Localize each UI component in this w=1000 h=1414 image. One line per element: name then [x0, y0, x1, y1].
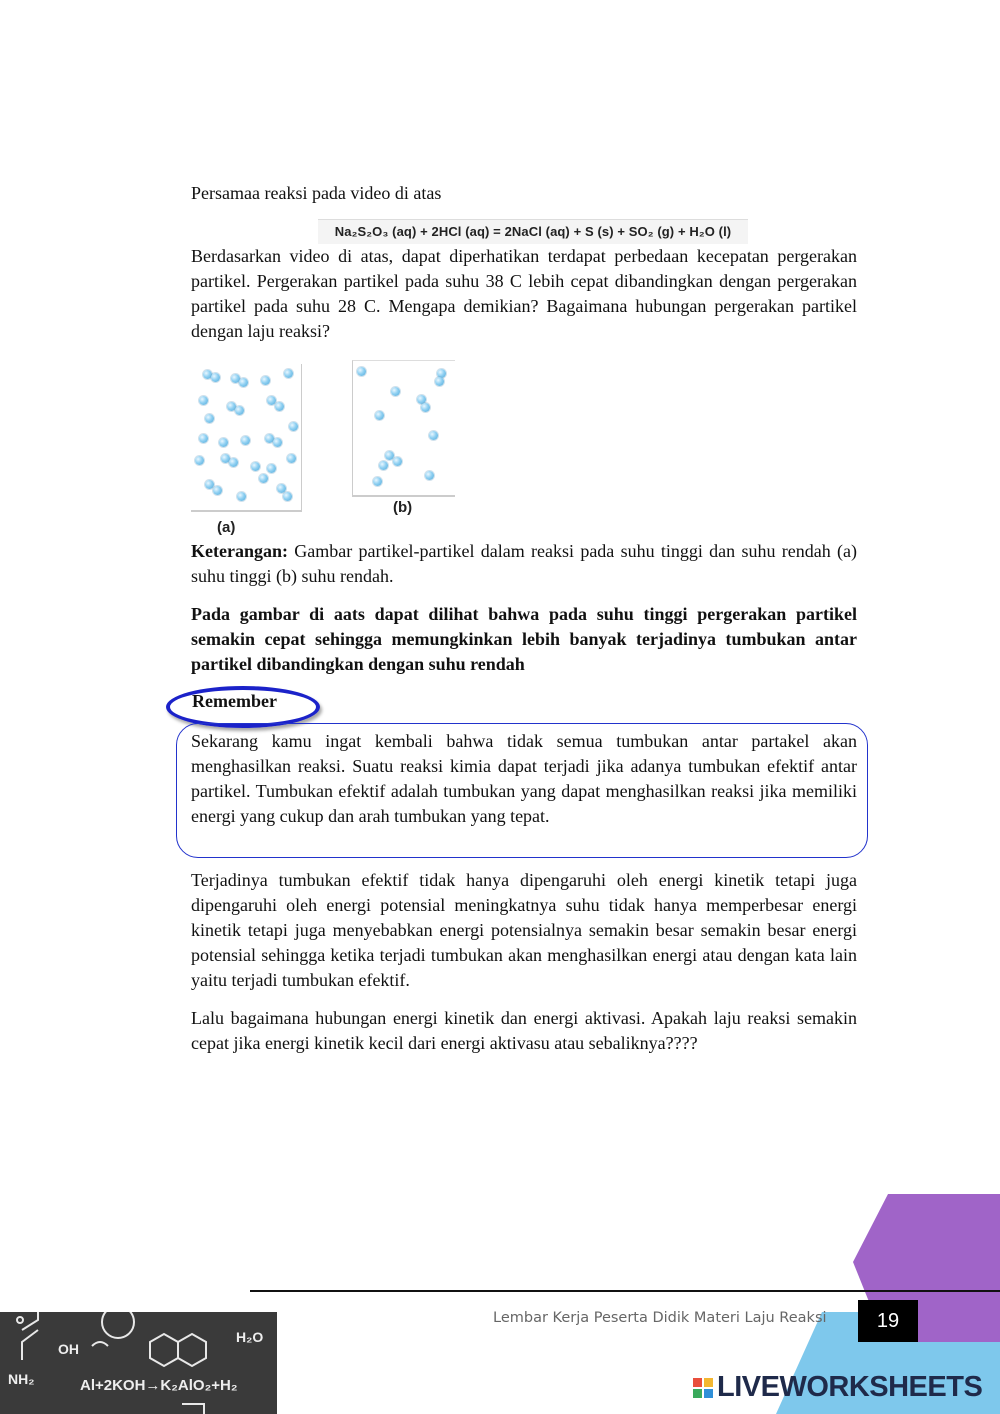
particle-figure-low-temp	[352, 360, 455, 497]
chalk-label-nh2: NH₂	[8, 1371, 35, 1387]
chalkboard-image	[0, 1312, 277, 1414]
intro-text: Persamaa reaksi pada video di atas	[191, 183, 442, 203]
bold-conclusion: Pada gambar di aats dapat dilihat bahwa pada suhu tinggi pergerakan partikel semakin cepat sehingga memungkinkan lebih banyak terjadinya tumbukan antar partikel dibandingkan dengan suhu rendah	[191, 604, 857, 674]
figure-label-a: (a)	[217, 519, 236, 536]
chalk-label-h2o: H₂O	[236, 1329, 264, 1345]
caption-text: Gambar partikel-partikel dalam reaksi pada suhu tinggi dan suhu rendah (a) suhu tinggi (b) suhu rendah.	[191, 541, 857, 586]
chalk-label-oh: OH	[58, 1341, 79, 1357]
footer-title: Lembar Kerja Peserta Didik Materi Laju Reaksi	[493, 1310, 827, 1326]
remember-heading: Remember	[192, 691, 277, 711]
liveworksheets-logo-icon	[693, 1378, 713, 1398]
page-number: 19	[858, 1300, 918, 1342]
figure-label-b: (b)	[393, 499, 413, 516]
paragraph-effective-collision: Terjadinya tumbukan efektif tidak hanya dipengaruhi oleh energi kinetik tetapi juga dipengaruhi oleh energi potensial meningkatnya suhu tidak hanya memperbesar energi kinetik tetapi juga menyebabkan energi potensialnya semakin besar semakin besar energi potensial sehingga ketika terjadi tumbukan akan menghasilkan energi atau dengan kata lain yaitu terjadi tumbukan efektif.	[191, 870, 857, 990]
paragraph-question: Lalu bagaimana hubungan energi kinetik dan energi aktivasi. Apakah laju reaksi semakin cepat jika energi kinetik kecil dari energi aktivasu atau sebaliknya????	[191, 1008, 857, 1053]
paragraph-video-observation: Berdasarkan video di atas, dapat diperhatikan terdapat perbedaan kecepatan pergerakan partikel. Pergerakan partikel pada suhu 38 C lebih cepat dibandingkan dengan pergerakan partikel pada suhu 28 C. Mengapa demikian? Bagaimana hubungan pergerakan partikel dengan laju reaksi?	[191, 246, 857, 341]
chalk-label-equation: Al+2KOH→K₂AlO₂+H₂	[80, 1377, 238, 1394]
caption-label: Keterangan:	[191, 541, 288, 561]
reaction-equation: Na₂S₂O₃ (aq) + 2HCl (aq) = 2NaCl (aq) + S (s) + SO₂ (g) + H₂O (l)	[318, 219, 748, 244]
remember-text: Sekarang kamu ingat kembali bahwa tidak semua tumbukan antar partakel akan menghasilkan reaksi. Suatu reaksi kimia dapat terjadi jika adanya tumbukan efektif antar partikel. Tumbukan efektif adalah tumbukan yang dapat menghasilkan reaksi jika memiliki energi yang cukup dan arah tumbukan yang tepat.	[191, 731, 857, 826]
figure-caption	[191, 539, 857, 589]
particle-figure-high-temp	[191, 364, 302, 512]
liveworksheets-brand[interactable]: LIVEWORKSHEETS	[717, 1371, 983, 1403]
footer-rule	[250, 1290, 1000, 1292]
